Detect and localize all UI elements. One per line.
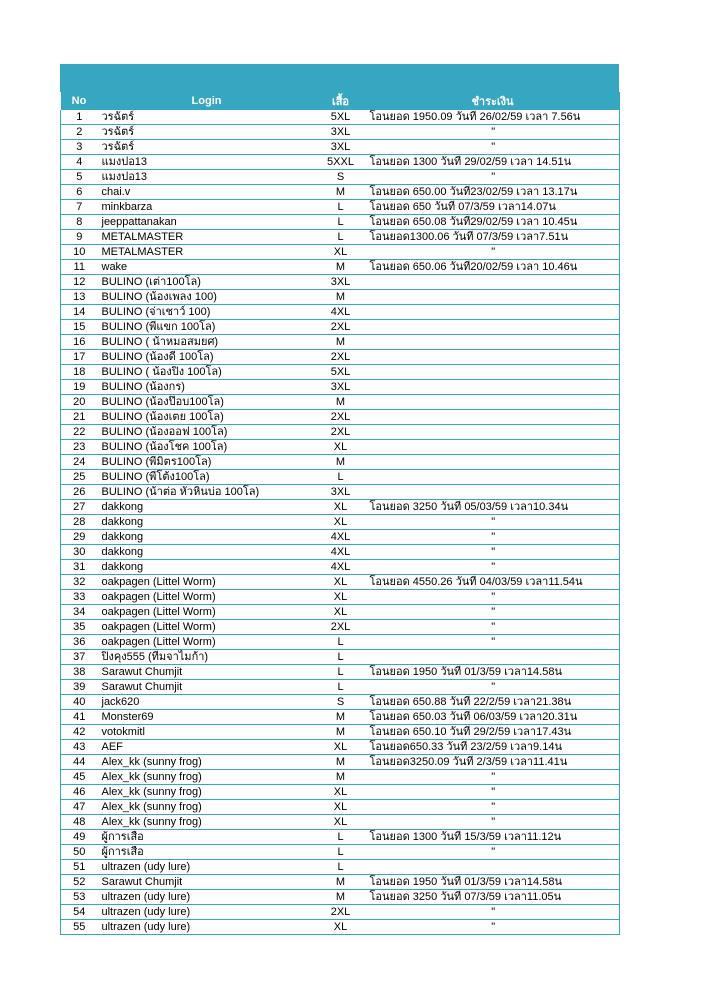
cell-shirt-size: 5XL — [316, 110, 366, 125]
cell-payment — [366, 380, 620, 395]
cell-login: BULINO (พี่มิตร100โล) — [98, 455, 316, 470]
cell-shirt-size: L — [316, 845, 366, 860]
cell-no: 49 — [61, 830, 98, 845]
table-row — [61, 740, 620, 755]
table-row — [61, 170, 620, 185]
cell-login: แมงปอ13 — [98, 170, 316, 185]
cell-shirt-size: 4XL — [316, 530, 366, 545]
cell-no: 33 — [61, 590, 98, 605]
cell-payment: " — [366, 560, 620, 575]
cell-no: 46 — [61, 785, 98, 800]
cell-login: dakkong — [98, 500, 316, 515]
cell-no: 3 — [61, 140, 98, 155]
cell-login: BULINO ( น้องปิง 100โล) — [98, 365, 316, 380]
cell-payment — [366, 410, 620, 425]
cell-login: minkbarza — [98, 200, 316, 215]
column-header-shirt-size: เสื้อ — [316, 92, 366, 110]
cell-no: 34 — [61, 605, 98, 620]
cell-shirt-size: XL — [316, 605, 366, 620]
cell-shirt-size: 4XL — [316, 560, 366, 575]
cell-login: Alex_kk (sunny frog) — [98, 800, 316, 815]
cell-shirt-size: 3XL — [316, 275, 366, 290]
cell-payment — [366, 470, 620, 485]
table-row — [61, 770, 620, 785]
cell-shirt-size: L — [316, 470, 366, 485]
table-row — [61, 500, 620, 515]
cell-shirt-size: XL — [316, 515, 366, 530]
cell-no: 6 — [61, 185, 98, 200]
cell-login: BULINO (จ่าเชาว์ 100) — [98, 305, 316, 320]
cell-no: 4 — [61, 155, 98, 170]
table-row — [61, 815, 620, 830]
cell-payment — [366, 395, 620, 410]
cell-shirt-size: L — [316, 215, 366, 230]
cell-payment: โอนยอด 4550.26 วันที่ 04/03/59 เวลา11.54น — [366, 575, 620, 590]
cell-shirt-size: M — [316, 725, 366, 740]
orders-table — [60, 92, 620, 935]
cell-no: 19 — [61, 380, 98, 395]
cell-login: Alex_kk (sunny frog) — [98, 785, 316, 800]
table-row — [61, 455, 620, 470]
cell-shirt-size: L — [316, 680, 366, 695]
cell-payment: โอนยอด650.33 วันที่ 23/2/59 เวลา9.14น — [366, 740, 620, 755]
cell-login: oakpagen (Littel Worm) — [98, 575, 316, 590]
table-row — [61, 695, 620, 710]
cell-shirt-size: L — [316, 230, 366, 245]
table-row — [61, 590, 620, 605]
table-row — [61, 395, 620, 410]
cell-payment — [366, 455, 620, 470]
table-row — [61, 350, 620, 365]
header-row — [61, 92, 620, 110]
cell-no: 52 — [61, 875, 98, 890]
cell-login: Sarawut Chumjit — [98, 680, 316, 695]
cell-login: BULINO (น้องดี 100โล) — [98, 350, 316, 365]
table-row — [61, 620, 620, 635]
header-banner — [60, 64, 619, 92]
cell-payment: โอนยอด1300.06 วันที่ 07/3/59 เวลา7.51น — [366, 230, 620, 245]
table-row — [61, 605, 620, 620]
cell-shirt-size: M — [316, 260, 366, 275]
cell-login: ultrazen (udy lure) — [98, 920, 316, 935]
table-row — [61, 650, 620, 665]
cell-login: Sarawut Chumjit — [98, 875, 316, 890]
cell-login: Sarawut Chumjit — [98, 665, 316, 680]
cell-login: oakpagen (Littel Worm) — [98, 605, 316, 620]
cell-shirt-size: XL — [316, 920, 366, 935]
cell-login: BULINO (น้องป๊อบ100โล) — [98, 395, 316, 410]
cell-no: 53 — [61, 890, 98, 905]
cell-payment: โอนยอด 650.00 วันที่23/02/59 เวลา 13.17น — [366, 185, 620, 200]
cell-login: dakkong — [98, 560, 316, 575]
cell-shirt-size: S — [316, 170, 366, 185]
cell-shirt-size: XL — [316, 800, 366, 815]
cell-shirt-size: XL — [316, 815, 366, 830]
cell-no: 24 — [61, 455, 98, 470]
cell-no: 28 — [61, 515, 98, 530]
cell-payment: " — [366, 800, 620, 815]
cell-no: 38 — [61, 665, 98, 680]
cell-login: วรฉัตร์ — [98, 110, 316, 125]
table-row — [61, 440, 620, 455]
cell-payment: " — [366, 170, 620, 185]
table-row — [61, 485, 620, 500]
cell-shirt-size: M — [316, 290, 366, 305]
table-row — [61, 380, 620, 395]
cell-no: 44 — [61, 755, 98, 770]
cell-no: 45 — [61, 770, 98, 785]
table-row — [61, 755, 620, 770]
cell-login: BULINO (น้าต่อ หัวหินบ่อ 100โล) — [98, 485, 316, 500]
cell-no: 8 — [61, 215, 98, 230]
cell-no: 39 — [61, 680, 98, 695]
cell-no: 54 — [61, 905, 98, 920]
table-row — [61, 635, 620, 650]
cell-shirt-size: XL — [316, 785, 366, 800]
cell-shirt-size: 3XL — [316, 485, 366, 500]
table-row — [61, 530, 620, 545]
cell-payment: " — [366, 245, 620, 260]
cell-shirt-size: 2XL — [316, 410, 366, 425]
cell-payment: โอนยอด 3250 วันที่ 05/03/59 เวลา10.34น — [366, 500, 620, 515]
cell-shirt-size: M — [316, 455, 366, 470]
table-row — [61, 230, 620, 245]
cell-no: 43 — [61, 740, 98, 755]
cell-shirt-size: M — [316, 755, 366, 770]
cell-no: 5 — [61, 170, 98, 185]
cell-login: dakkong — [98, 515, 316, 530]
table-row — [61, 710, 620, 725]
cell-payment — [366, 440, 620, 455]
cell-shirt-size: XL — [316, 440, 366, 455]
cell-shirt-size: M — [316, 395, 366, 410]
cell-login: Alex_kk (sunny frog) — [98, 770, 316, 785]
cell-login: oakpagen (Littel Worm) — [98, 620, 316, 635]
cell-payment: โอนยอด 650.06 วันที่20/02/59 เวลา 10.46น — [366, 260, 620, 275]
cell-payment: " — [366, 845, 620, 860]
cell-no: 14 — [61, 305, 98, 320]
cell-no: 12 — [61, 275, 98, 290]
cell-payment: " — [366, 140, 620, 155]
cell-payment: " — [366, 590, 620, 605]
table-row — [61, 365, 620, 380]
table-row — [61, 845, 620, 860]
table-row — [61, 470, 620, 485]
cell-no: 9 — [61, 230, 98, 245]
cell-payment — [366, 305, 620, 320]
cell-shirt-size: 3XL — [316, 140, 366, 155]
cell-login: BULINO (พี่โต้ง100โล) — [98, 470, 316, 485]
cell-login: Alex_kk (sunny frog) — [98, 815, 316, 830]
table-row — [61, 155, 620, 170]
cell-payment — [366, 290, 620, 305]
cell-payment: " — [366, 125, 620, 140]
cell-login: Alex_kk (sunny frog) — [98, 755, 316, 770]
cell-no: 25 — [61, 470, 98, 485]
cell-shirt-size: M — [316, 185, 366, 200]
cell-payment — [366, 320, 620, 335]
cell-payment: " — [366, 515, 620, 530]
cell-shirt-size: 5XL — [316, 365, 366, 380]
cell-shirt-size: L — [316, 860, 366, 875]
cell-login: votokmitl — [98, 725, 316, 740]
cell-payment: โอนยอด 650.88 วันที่ 22/2/59 เวลา21.38น — [366, 695, 620, 710]
cell-no: 50 — [61, 845, 98, 860]
cell-shirt-size: M — [316, 890, 366, 905]
cell-no: 7 — [61, 200, 98, 215]
cell-login: BULINO (พี่แขก 100โล) — [98, 320, 316, 335]
cell-login: wake — [98, 260, 316, 275]
cell-login: METALMASTER — [98, 230, 316, 245]
cell-no: 31 — [61, 560, 98, 575]
cell-shirt-size: 3XL — [316, 125, 366, 140]
table-row — [61, 125, 620, 140]
table-row — [61, 830, 620, 845]
table-row — [61, 275, 620, 290]
table-row — [61, 260, 620, 275]
cell-no: 11 — [61, 260, 98, 275]
table-row — [61, 920, 620, 935]
cell-login: dakkong — [98, 530, 316, 545]
cell-no: 18 — [61, 365, 98, 380]
cell-payment: โอนยอด 1950 วันที่ 01/3/59 เวลา14.58น — [366, 665, 620, 680]
cell-login: BULINO ( น้าหมอสมยศ) — [98, 335, 316, 350]
table-row — [61, 725, 620, 740]
cell-no: 51 — [61, 860, 98, 875]
cell-payment: " — [366, 620, 620, 635]
cell-payment: " — [366, 785, 620, 800]
cell-login: oakpagen (Littel Worm) — [98, 590, 316, 605]
cell-shirt-size: XL — [316, 500, 366, 515]
cell-login: ผู้การเสือ — [98, 845, 316, 860]
cell-shirt-size: M — [316, 770, 366, 785]
cell-payment — [366, 650, 620, 665]
table-row — [61, 905, 620, 920]
cell-payment: โอนยอด 650.03 วันที่ 06/03/59 เวลา20.31น — [366, 710, 620, 725]
cell-payment: โอนยอด 650.08 วันที่29/02/59 เวลา 10.45น — [366, 215, 620, 230]
cell-shirt-size: M — [316, 710, 366, 725]
table-row — [61, 785, 620, 800]
cell-login: ultrazen (udy lure) — [98, 890, 316, 905]
cell-payment: โอนยอด 1950.09 วันที่ 26/02/59 เวลา 7.56น — [366, 110, 620, 125]
cell-shirt-size: L — [316, 635, 366, 650]
cell-shirt-size: M — [316, 335, 366, 350]
cell-no: 41 — [61, 710, 98, 725]
cell-shirt-size: 4XL — [316, 305, 366, 320]
table-row — [61, 875, 620, 890]
cell-no: 21 — [61, 410, 98, 425]
table-row — [61, 560, 620, 575]
cell-shirt-size: 2XL — [316, 320, 366, 335]
cell-no: 23 — [61, 440, 98, 455]
table-row — [61, 305, 620, 320]
cell-login: AEF — [98, 740, 316, 755]
cell-payment: " — [366, 680, 620, 695]
cell-shirt-size: XL — [316, 245, 366, 260]
cell-login: BULINO (น้องโชค 100โล) — [98, 440, 316, 455]
table-row — [61, 575, 620, 590]
cell-shirt-size: L — [316, 830, 366, 845]
table-row — [61, 335, 620, 350]
cell-shirt-size: 4XL — [316, 545, 366, 560]
cell-shirt-size: 5XXL — [316, 155, 366, 170]
column-header-no: No — [61, 92, 98, 110]
cell-no: 22 — [61, 425, 98, 440]
cell-shirt-size: L — [316, 650, 366, 665]
cell-payment: " — [366, 920, 620, 935]
cell-no: 16 — [61, 335, 98, 350]
cell-no: 1 — [61, 110, 98, 125]
cell-no: 13 — [61, 290, 98, 305]
cell-payment: โอนยอด 650 วันที่ 07/3/59 เวลา14.07น — [366, 200, 620, 215]
cell-no: 2 — [61, 125, 98, 140]
cell-no: 47 — [61, 800, 98, 815]
cell-payment: โอนยอด 1300 วันที่ 15/3/59 เวลา11.12น — [366, 830, 620, 845]
cell-login: chai.v — [98, 185, 316, 200]
cell-no: 20 — [61, 395, 98, 410]
table-row — [61, 320, 620, 335]
cell-shirt-size: 3XL — [316, 380, 366, 395]
cell-no: 48 — [61, 815, 98, 830]
cell-no: 30 — [61, 545, 98, 560]
table-row — [61, 215, 620, 230]
cell-login: Monster69 — [98, 710, 316, 725]
cell-payment: " — [366, 770, 620, 785]
cell-no: 29 — [61, 530, 98, 545]
table-row — [61, 860, 620, 875]
cell-login: วรฉัตร์ — [98, 140, 316, 155]
cell-shirt-size: 2XL — [316, 425, 366, 440]
cell-login: ปิ่งคุง555 (ทีมจาไมก้า) — [98, 650, 316, 665]
cell-payment: โอนยอด 3250 วันที่ 07/3/59 เวลา11.05น — [366, 890, 620, 905]
cell-login: jeeppattanakan — [98, 215, 316, 230]
cell-login: jack620 — [98, 695, 316, 710]
table-row — [61, 800, 620, 815]
cell-payment: โอนยอด 650.10 วันที่ 29/2/59 เวลา17.43น — [366, 725, 620, 740]
cell-login: ผู้การเสือ — [98, 830, 316, 845]
spreadsheet — [60, 64, 619, 935]
table-row — [61, 110, 620, 125]
table-row — [61, 200, 620, 215]
cell-payment — [366, 350, 620, 365]
cell-no: 55 — [61, 920, 98, 935]
cell-login: ultrazen (udy lure) — [98, 860, 316, 875]
cell-no: 10 — [61, 245, 98, 260]
cell-no: 32 — [61, 575, 98, 590]
cell-login: BULINO (น้องออฟ 100โล) — [98, 425, 316, 440]
cell-payment — [366, 485, 620, 500]
cell-login: BULINO (เต่า100โล) — [98, 275, 316, 290]
cell-payment: โอนยอด3250.09 วันที่ 2/3/59 เวลา11.41น — [366, 755, 620, 770]
cell-payment — [366, 860, 620, 875]
cell-no: 36 — [61, 635, 98, 650]
table-row — [61, 890, 620, 905]
cell-login: dakkong — [98, 545, 316, 560]
table-row — [61, 245, 620, 260]
table-row — [61, 140, 620, 155]
cell-no: 42 — [61, 725, 98, 740]
table-row — [61, 425, 620, 440]
cell-payment: " — [366, 635, 620, 650]
table-row — [61, 545, 620, 560]
cell-payment — [366, 365, 620, 380]
table-row — [61, 410, 620, 425]
cell-payment: โอนยอด 1950 วันที่ 01/3/59 เวลา14.58น — [366, 875, 620, 890]
cell-payment: " — [366, 545, 620, 560]
cell-no: 37 — [61, 650, 98, 665]
cell-login: BULINO (น้องเพลง 100) — [98, 290, 316, 305]
cell-shirt-size: S — [316, 695, 366, 710]
cell-no: 15 — [61, 320, 98, 335]
cell-shirt-size: XL — [316, 590, 366, 605]
table-row — [61, 680, 620, 695]
cell-no: 27 — [61, 500, 98, 515]
cell-shirt-size: XL — [316, 575, 366, 590]
table-row — [61, 515, 620, 530]
cell-login: BULINO (น้องเตย 100โล) — [98, 410, 316, 425]
cell-login: ultrazen (udy lure) — [98, 905, 316, 920]
cell-no: 17 — [61, 350, 98, 365]
cell-payment — [366, 425, 620, 440]
cell-payment: " — [366, 605, 620, 620]
cell-shirt-size: XL — [316, 740, 366, 755]
cell-shirt-size: 2XL — [316, 620, 366, 635]
table-row — [61, 665, 620, 680]
cell-login: วรฉัตร์ — [98, 125, 316, 140]
cell-login: oakpagen (Littel Worm) — [98, 635, 316, 650]
column-header-payment: ชำระเงิน — [366, 92, 620, 110]
cell-login: แมงปอ13 — [98, 155, 316, 170]
table-body — [61, 110, 620, 935]
cell-payment: " — [366, 815, 620, 830]
cell-shirt-size: 2XL — [316, 350, 366, 365]
cell-no: 35 — [61, 620, 98, 635]
cell-payment: " — [366, 530, 620, 545]
cell-payment — [366, 275, 620, 290]
table-row — [61, 185, 620, 200]
cell-no: 26 — [61, 485, 98, 500]
cell-shirt-size: 2XL — [316, 905, 366, 920]
cell-login: BULINO (น้องกร) — [98, 380, 316, 395]
table-row — [61, 290, 620, 305]
column-header-login: Login — [98, 92, 316, 110]
cell-shirt-size: L — [316, 665, 366, 680]
cell-shirt-size: M — [316, 875, 366, 890]
cell-payment: โอนยอด 1300 วันที่ 29/02/59 เวลา 14.51น — [366, 155, 620, 170]
cell-no: 40 — [61, 695, 98, 710]
cell-login: METALMASTER — [98, 245, 316, 260]
cell-payment — [366, 335, 620, 350]
cell-payment: " — [366, 905, 620, 920]
cell-shirt-size: L — [316, 200, 366, 215]
